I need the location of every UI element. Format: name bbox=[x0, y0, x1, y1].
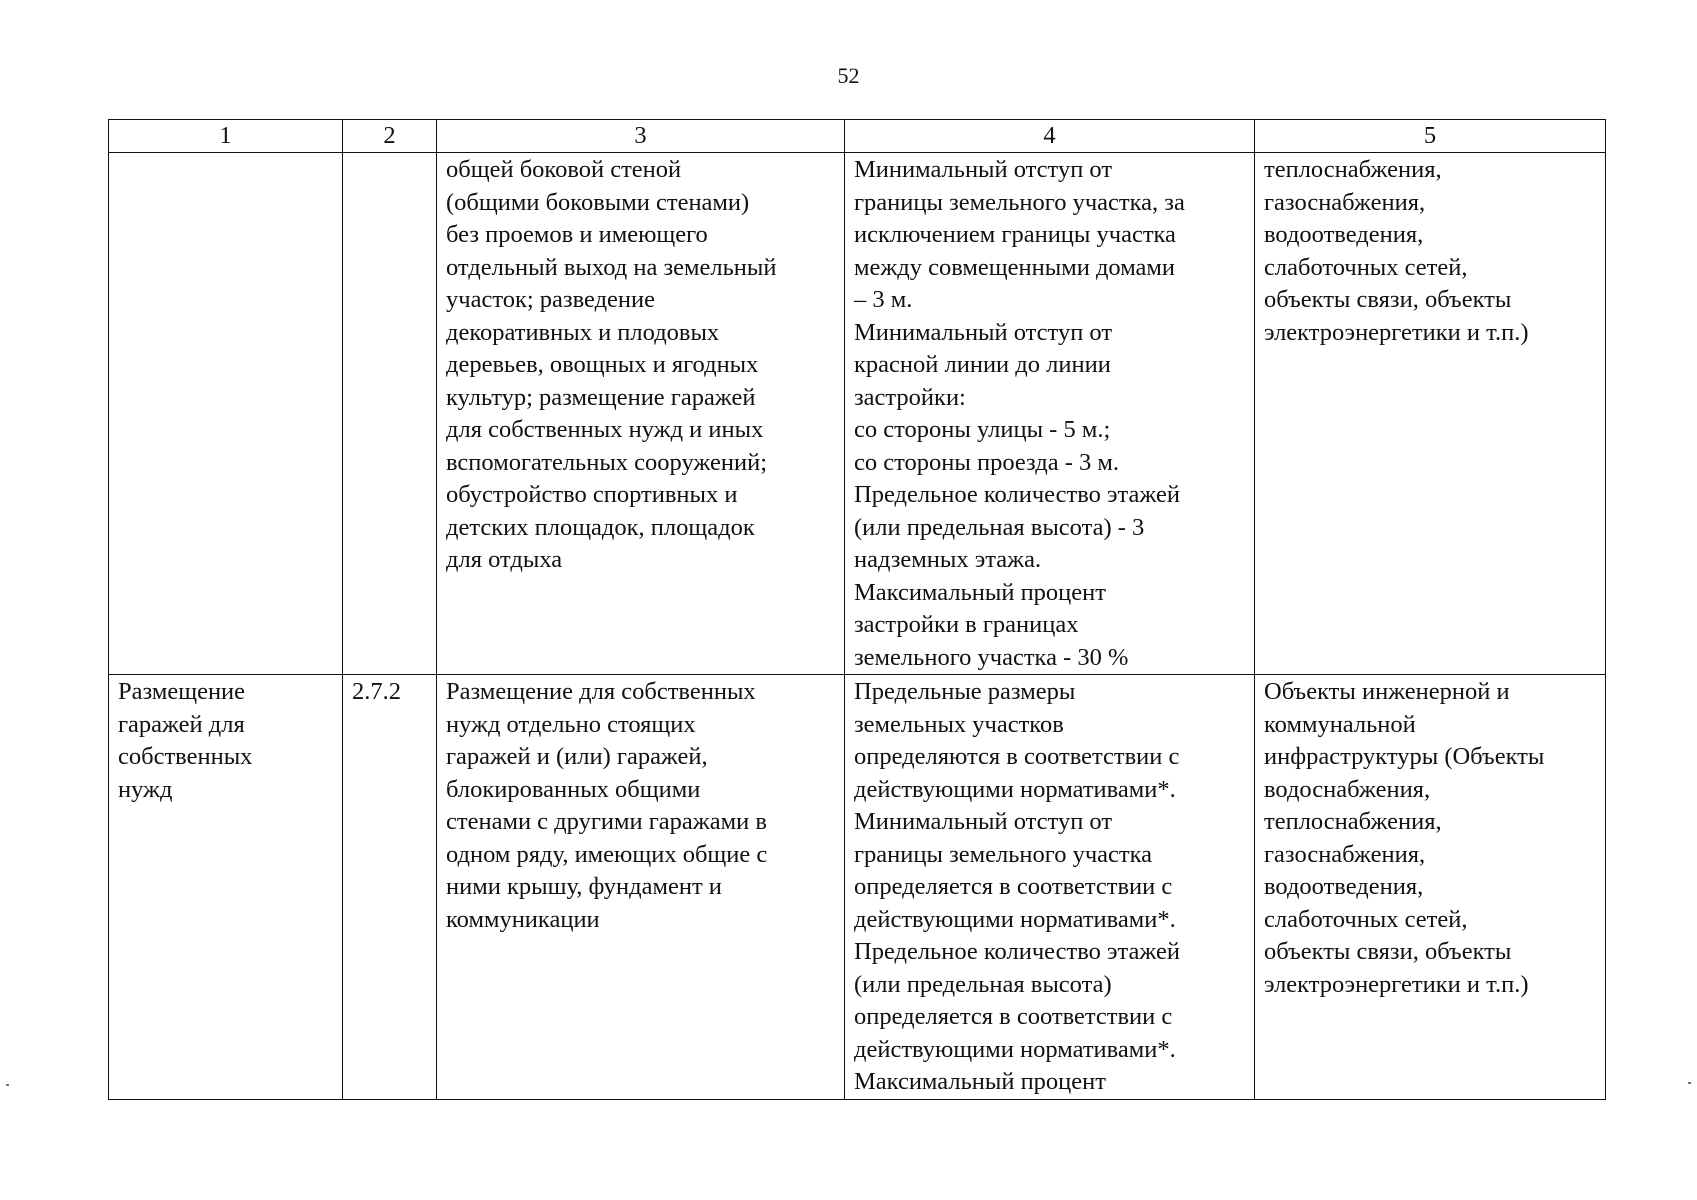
column-header-4: 4 bbox=[845, 120, 1255, 153]
cell-use-name bbox=[109, 153, 343, 675]
cell-text-line: Предельные размеры bbox=[854, 678, 1076, 705]
cell-text-line: коммуникации bbox=[446, 905, 600, 933]
cell-text-line: красной линии до линии bbox=[854, 351, 1111, 378]
cell-text-line: электроэнергетики и т.п.) bbox=[1264, 970, 1529, 998]
cell-text-line: 2.7.2 bbox=[352, 678, 401, 705]
cell-text-line: Минимальный отступ от bbox=[854, 808, 1113, 835]
cell-text-line: Максимальный процент bbox=[854, 578, 1106, 606]
cell-text-line: (общими боковыми стенами) bbox=[446, 188, 750, 216]
cell-parameters bbox=[845, 153, 1255, 675]
column-header-3: 3 bbox=[437, 120, 845, 153]
cell-text-line: Предельное количество этажей bbox=[854, 481, 1180, 508]
cell-parameters bbox=[845, 675, 1255, 1100]
cell-text-line: водоснабжения, bbox=[1264, 775, 1431, 803]
cell-text-line: отдельный выход на земельный bbox=[446, 253, 777, 281]
cell-text-line: (или предельная высота) bbox=[854, 970, 1112, 998]
cell-text-line: слаботочных сетей, bbox=[1264, 905, 1468, 933]
cell-text-line: исключением границы участка bbox=[854, 221, 1176, 248]
cell-text-line: нужд bbox=[118, 775, 173, 803]
column-header-5: 5 bbox=[1255, 120, 1606, 153]
cell-text-line: декоративных и плодовых bbox=[446, 318, 720, 346]
cell-text-line: теплоснабжения, bbox=[1264, 808, 1442, 835]
cell-text-line: объекты связи, объекты bbox=[1264, 938, 1512, 965]
cell-text-line: блокированных общими bbox=[446, 775, 701, 803]
cell-text-line: Максимальный процент bbox=[854, 1068, 1106, 1095]
scan-artifact-right bbox=[1688, 1082, 1691, 1084]
cell-text-line: Предельное количество этажей bbox=[854, 938, 1180, 965]
page-number: 52 bbox=[837, 63, 860, 88]
cell-text-line: Минимальный отступ от bbox=[854, 318, 1113, 346]
scan-artifact-left bbox=[6, 1084, 9, 1086]
cell-text-line: между совмещенными домами bbox=[854, 253, 1176, 281]
cell-text-line: надземных этажа. bbox=[854, 546, 1042, 573]
cell-text-line: водоотведения, bbox=[1264, 873, 1424, 900]
cell-text-line: со стороны улицы - 5 м.; bbox=[854, 416, 1111, 443]
cell-text-line: определяются в соответствии с bbox=[854, 743, 1180, 770]
cell-text-line: одном ряду, имеющих общие с bbox=[446, 840, 768, 868]
column-header-2: 2 bbox=[343, 120, 437, 153]
column-header-1: 1 bbox=[109, 120, 343, 153]
regulations-table bbox=[108, 119, 1606, 1100]
cell-use-name bbox=[109, 675, 343, 1100]
cell-text-line: земельных участков bbox=[854, 710, 1064, 738]
cell-text-line: действующими нормативами*. bbox=[854, 905, 1176, 933]
cell-text-line: культур; размещение гаражей bbox=[446, 383, 756, 411]
cell-text-line: объекты связи, объекты bbox=[1264, 286, 1512, 313]
cell-text-line: застройки: bbox=[854, 383, 966, 411]
cell-text-line: стенами с другими гаражами в bbox=[446, 808, 767, 835]
table-row bbox=[109, 153, 1606, 675]
cell-auxiliary-objects bbox=[1255, 153, 1606, 675]
cell-text-line: ними крышу, фундамент и bbox=[446, 873, 722, 900]
cell-text-line: общей боковой стеной bbox=[446, 156, 682, 183]
cell-text-line: Объекты инженерной и bbox=[1264, 678, 1510, 705]
cell-text-line: для отдыха bbox=[446, 546, 563, 573]
cell-text-line: водоотведения, bbox=[1264, 221, 1424, 248]
cell-auxiliary-objects bbox=[1255, 675, 1606, 1100]
cell-text-line: действующими нормативами*. bbox=[854, 775, 1176, 803]
table-header-row bbox=[109, 120, 1606, 153]
cell-text-line: границы земельного участка, за bbox=[854, 188, 1185, 216]
cell-text-line: собственных bbox=[118, 743, 253, 770]
cell-text-line: детских площадок, площадок bbox=[446, 513, 755, 541]
cell-text-line: Минимальный отступ от bbox=[854, 156, 1113, 183]
cell-text-line: слаботочных сетей, bbox=[1264, 253, 1468, 281]
cell-text-line: газоснабжения, bbox=[1264, 188, 1426, 216]
cell-text-line: Размещение bbox=[118, 678, 246, 705]
cell-text-line: со стороны проезда - 3 м. bbox=[854, 448, 1120, 476]
cell-text-line: определяется в соответствии с bbox=[854, 873, 1173, 900]
cell-text-line: – 3 м. bbox=[854, 286, 913, 313]
cell-text-line: границы земельного участка bbox=[854, 840, 1153, 868]
cell-text-line: электроэнергетики и т.п.) bbox=[1264, 318, 1529, 346]
cell-text-line: Размещение для собственных bbox=[446, 678, 756, 705]
cell-use-description bbox=[437, 153, 845, 675]
cell-text-line: деревьев, овощных и ягодных bbox=[446, 351, 759, 378]
cell-text-line: без проемов и имеющего bbox=[446, 221, 708, 248]
cell-use-code bbox=[343, 153, 437, 675]
cell-text-line: (или предельная высота) - 3 bbox=[854, 513, 1145, 541]
cell-text-line: застройки в границах bbox=[854, 611, 1079, 638]
cell-text-line: коммунальной bbox=[1264, 710, 1416, 738]
cell-text-line: определяется в соответствии с bbox=[854, 1003, 1173, 1030]
cell-text-line: земельного участка - 30 % bbox=[854, 643, 1129, 671]
cell-text-line: вспомогательных сооружений; bbox=[446, 448, 768, 476]
cell-use-description bbox=[437, 675, 845, 1100]
table-row bbox=[109, 675, 1606, 1100]
cell-text-line: действующими нормативами*. bbox=[854, 1035, 1176, 1063]
cell-text-line: гаражей и (или) гаражей, bbox=[446, 743, 708, 770]
cell-text-line: участок; разведение bbox=[446, 286, 656, 313]
cell-text-line: обустройство спортивных и bbox=[446, 481, 738, 508]
cell-text-line: инфраструктуры (Объекты bbox=[1264, 743, 1545, 770]
cell-text-line: газоснабжения, bbox=[1264, 840, 1426, 868]
cell-text-line: для собственных нужд и иных bbox=[446, 416, 764, 443]
cell-text-line: гаражей для bbox=[118, 710, 245, 738]
cell-use-code bbox=[343, 675, 437, 1100]
cell-text-line: нужд отдельно стоящих bbox=[446, 710, 696, 738]
cell-text-line: теплоснабжения, bbox=[1264, 156, 1442, 183]
